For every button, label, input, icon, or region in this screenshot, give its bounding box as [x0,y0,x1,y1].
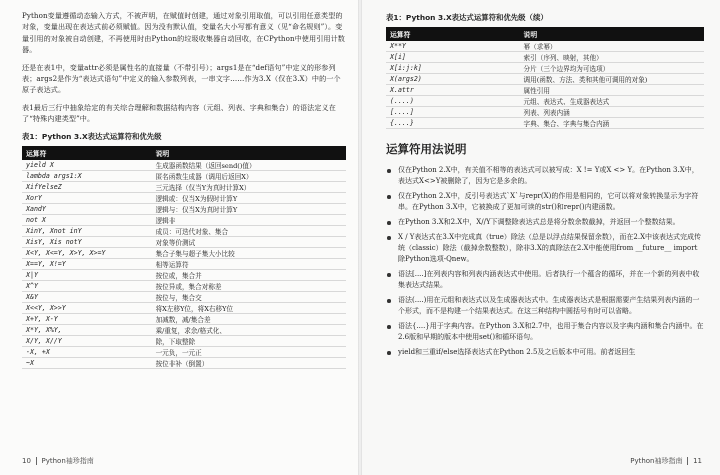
table-row [22,237,346,248]
table-header-row [386,27,704,41]
list-item [386,165,704,187]
operator-cell: X[i:j:k] [386,63,520,74]
description-cell: 除，下取整除 [152,336,346,347]
table-row [386,118,704,129]
section-title: 运算符用法说明 [386,142,467,157]
table-row [22,160,346,171]
description-cell: 按位非补（倒置） [152,358,346,369]
description-cell: 幂（求幂） [520,41,704,52]
operator-cell: X^Y [22,281,152,292]
operator-cell: X(args2) [386,74,520,85]
bullet-icon [387,351,391,355]
operator-cell: X<<Y, X>>Y [22,303,152,314]
description-cell: 逻辑或：仅当X为假时计算Y [152,193,346,204]
bullet-icon [387,325,391,329]
right-page [360,0,720,475]
left-paragraph-3: 表1最后三行中抽象给定的有关综合理解和数据结构内容（元组、列表、字典和集合）的语法定义在了“特殊内建类型”中。 [22,102,336,124]
table-row [22,171,346,182]
book-gutter [358,0,362,475]
bullet-icon [387,169,391,173]
right-running-title: Python袖珍指南 [630,457,683,465]
right-table-body [386,41,704,129]
bullet-text: X / Y表达式在3.X中完成真（true）除法（总是以浮点结果保留余数），而在2.X中该表达式完成传统（classic）除法（截掉余数整数），除非3.X的真除法在2.X中能使用from __future__ import除Python选项-Qnew。 [398,233,702,264]
table-row [22,303,346,314]
bullet-text: 语法{....}用于字典内容。在Python 3.X和2.7中，也用于集合内容以及字典内涵和集合内涵中。在2.6版和早期的版本中使用set()和循环语句。 [398,322,704,342]
description-cell: 元组、表达式、生成器表达式 [520,96,704,107]
operator-cell: X==Y, X!=Y [22,259,152,270]
table-row [386,63,704,74]
description-cell: 调用(函数、方法、类和其他可调用的对象) [520,74,704,85]
header-description: 说明 [152,146,346,160]
list-item [386,347,704,358]
description-cell: 乘/重复，求余/格式化、 [152,325,346,336]
description-cell: 一元负，一元正 [152,347,346,358]
description-cell: 集合子集与超子集大小比较 [152,248,346,259]
description-cell: 按位或，集合并 [152,270,346,281]
left-paragraph-1: Python变量遵循动态输入方式，不被声明，在赋值时创建，通过对象引用取值，可以引用任意类型的对象，变量出现在表达式前必须赋值。因为没有默认值，变量名大小写都有意义（见“命名规则”）。变量引用的对象被自动创建，不再使用时由Python的垃圾收集器自动回收，在CPython中使用引用计数器。 [22,11,345,55]
operator-cell: lambda args1:X [22,171,152,182]
table-row [386,96,704,107]
table-row [22,314,346,325]
table-row [22,204,346,215]
operator-cell: X[i] [386,52,520,63]
left-page-number: 10 [22,457,31,465]
table-row [22,347,346,358]
list-item [386,191,704,213]
description-cell: 列表、列表内涵 [520,107,704,118]
table-row [22,336,346,347]
bullet-icon [387,299,391,303]
bullet-icon [387,273,391,277]
description-cell: 字典、集合、字典与集合内涵 [520,118,704,129]
bullet-text: 在Python 3.X和2.X中，X//Y下调整除表达式总是将分数余数截掉，并返回一个整数结果。 [398,218,680,227]
table-row [22,215,346,226]
table-row [386,74,704,85]
table-row [22,193,346,204]
table-header-row [22,146,346,160]
list-item [386,232,704,265]
description-cell: 对象等价测试 [152,237,346,248]
table-row [22,248,346,259]
bullet-text: 仅在Python 2.X中，反引号表达式`X`与repr(X)的作用是相同的，它可以将对象转换显示为字符串。在Python 3.X中，它被换成了更加可读的str()和repr()内建函数。 [398,192,699,212]
operator-cell: (....) [386,96,520,107]
operator-cell: ~X [22,358,152,369]
bullet-text: 仅在Python 2.X中，有关值不相等的表达式可以被写成：X != Y或X <> Y。在Python 3.X中，表达式X<>Y被删除了，因为它是多余的。 [398,166,699,186]
table-row [22,226,346,237]
description-cell: 分片（三个边界均为可选项） [520,63,704,74]
operator-cell: X+Y, X-Y [22,314,152,325]
description-cell: 按位与，集合交 [152,292,346,303]
description-cell: 加减数，减/集合差 [152,314,346,325]
operator-cell: X/Y, X//Y [22,336,152,347]
operator-cell: XinY, Xnot inY [22,226,152,237]
operator-cell: yield X [22,160,152,171]
footer-divider [36,457,37,465]
list-item [386,321,704,343]
left-paragraph-2: 还是在表1中，变量attr必须是属性名的直接量（不带引号）；args1是在“def语句”中定义的形参列表；args2是作为“表达式语句”中定义的输入参数列表，一串文字……作为3.X（仅在3.X）中的一个原子表达式。 [22,62,341,95]
bullet-icon [387,221,391,225]
bullet-text: 语法(....)用在元组和表达式以及生成器表达式中。生成器表达式是根据需要产生结果列表内涵的一个形式，而不是构建一个结果表达式。在这三种结构中圆括号有时可以省略。 [398,296,700,316]
operator-cell: [....] [386,107,520,118]
operator-cell: XisY, Xis notY [22,237,152,248]
bullet-text: yield和三重if/else选择表达式在Python 2.5及之后版本中可用。前者返回生 [398,348,636,357]
operator-cell: -X, +X [22,347,152,358]
description-cell: 索引（序列、映射，其他） [520,52,704,63]
table-row [22,281,346,292]
footer-divider [687,457,688,465]
description-cell: 逻辑与：仅当X为真时计算Y [152,204,346,215]
usage-notes-list [386,165,704,358]
description-cell: 匿名函数生成器（调用后返回X） [152,171,346,182]
list-item [386,217,704,228]
bullet-icon [387,195,391,199]
header-description: 说明 [520,27,704,41]
description-cell: 按位异或，集合对称差 [152,281,346,292]
description-cell: 成员：可迭代对象、集合 [152,226,346,237]
operator-cell: X|Y [22,270,152,281]
list-item [386,295,704,317]
operator-cell: X*Y, X%Y, [22,325,152,336]
operator-cell: not X [22,215,152,226]
right-footer [630,456,702,466]
left-table-body [22,160,346,369]
bullet-text: 语法[....]在列表内容和列表内涵表达式中使用。后者执行一个蕴含的循环，并在一个新的列表中收集表达式结果。 [398,270,700,290]
right-table-caption: 表1：Python 3.X表达式运算符和优先级（续） [386,13,548,22]
operator-cell: {....} [386,118,520,129]
operators-table-right [386,27,704,129]
table-row [22,358,346,369]
right-page-number: 11 [693,457,702,465]
table-row [22,259,346,270]
header-operator: 运算符 [386,27,520,41]
operator-cell: X.attr [386,85,520,96]
operators-table-left [22,146,346,369]
table-row [22,270,346,281]
table-row [22,325,346,336]
list-item [386,269,704,291]
left-table-caption: 表1：Python 3.X表达式运算符和优先级 [22,131,162,141]
description-cell: 逻辑非 [152,215,346,226]
operator-cell: X&Y [22,292,152,303]
table-row [386,85,704,96]
operator-cell: X<Y, X<=Y, X>Y, X>=Y [22,248,152,259]
header-operator: 运算符 [22,146,152,160]
operator-cell: XorY [22,193,152,204]
description-cell: 将X左移Y位，将X右移Y位 [152,303,346,314]
operator-cell: XandY [22,204,152,215]
table-row [386,107,704,118]
table-row [386,41,704,52]
table-row [22,182,346,193]
description-cell: 属性引用 [520,85,704,96]
description-cell: 相等运算符 [152,259,346,270]
table-row [386,52,704,63]
left-footer [22,456,94,466]
operator-cell: XifYelseZ [22,182,152,193]
description-cell: 三元选择（仅当Y为真时计算X） [152,182,346,193]
operator-cell: X**Y [386,41,520,52]
bullet-icon [387,236,391,240]
left-running-title: Python袖珍指南 [41,457,94,465]
table-row [22,292,346,303]
description-cell: 生成器函数结果（返回send()值） [152,160,346,171]
